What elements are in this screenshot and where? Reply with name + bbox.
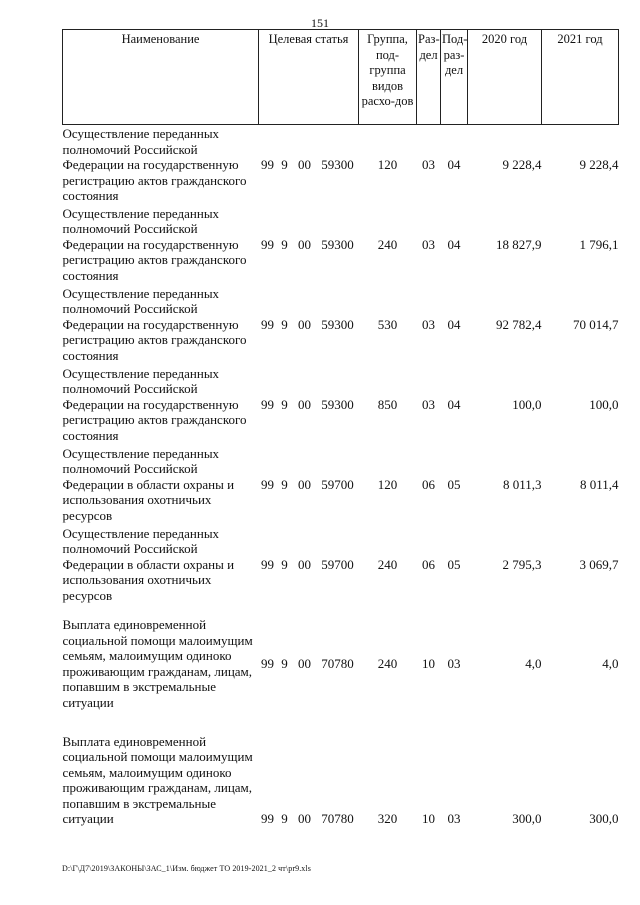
target-part-1: 99 bbox=[261, 556, 274, 572]
header-expense-group: Группа, под-группа видов расхо-дов bbox=[359, 30, 417, 125]
subsection: 05 bbox=[447, 556, 461, 572]
target-part-2: 9 bbox=[281, 157, 288, 172]
row-name: Выплата единовременной социальной помощи малоимущим семьям, малоимущим одиноко проживающим гражданам, лицам, попавшим в экстремальные ситуации bbox=[62, 617, 253, 710]
subsection: 04 bbox=[447, 396, 461, 412]
section: 03 bbox=[422, 236, 436, 252]
amount-2020: 2 795,3 bbox=[502, 556, 542, 572]
section: 06 bbox=[422, 556, 436, 572]
target-part-3: 00 bbox=[298, 655, 311, 671]
amount-2021: 100,0 bbox=[589, 396, 619, 412]
target-part-2: 9 bbox=[281, 236, 288, 252]
target-part-1: 99 bbox=[261, 476, 274, 492]
header-target-article: Целевая статья bbox=[259, 30, 359, 125]
expense-group: 120 bbox=[377, 476, 398, 492]
table-row bbox=[63, 285, 619, 365]
table-header-row bbox=[63, 30, 619, 125]
target-part-4: 59700 bbox=[321, 476, 354, 492]
row-name: Осуществление переданных полномочий Российской Федерации в области охраны и использования охотничьих ресурсов bbox=[62, 445, 235, 523]
table-row bbox=[63, 445, 619, 525]
expense-group: 240 bbox=[377, 236, 398, 252]
target-part-4: 59300 bbox=[321, 236, 354, 252]
row-name: Осуществление переданных полномочий Российской Федерации в области охраны и использования охотничьих ресурсов bbox=[62, 525, 235, 603]
table-row bbox=[63, 125, 619, 205]
header-year-2021: 2021 год bbox=[542, 30, 619, 125]
target-part-4: 59300 bbox=[321, 396, 354, 412]
file-path-footer: D:\Г\Д7\2019\ЗАКОНЫ\ЗАС_1\Изм. бюджет ТО 2019-2021_2 чт\pr9.xls bbox=[62, 864, 311, 873]
target-part-3: 00 bbox=[298, 811, 311, 826]
target-part-2: 9 bbox=[281, 655, 288, 671]
target-part-2: 9 bbox=[281, 316, 288, 332]
target-part-3: 00 bbox=[298, 556, 311, 572]
table-row bbox=[63, 205, 619, 285]
page-number: 151 bbox=[311, 16, 329, 30]
table-row bbox=[63, 525, 619, 605]
target-part-3: 00 bbox=[298, 157, 311, 172]
target-part-3: 00 bbox=[298, 476, 311, 492]
row-name: Выплата единовременной социальной помощи малоимущим семьям, малоимущим одиноко проживающим гражданам, лицам, попавшим в экстремальные ситуации bbox=[62, 733, 253, 826]
subsection: 03 bbox=[447, 655, 461, 671]
row-name: Осуществление переданных полномочий Российской Федерации на государственную регистрацию актов гражданского состояния bbox=[62, 205, 247, 283]
budget-table bbox=[62, 29, 619, 827]
target-part-4: 59700 bbox=[321, 556, 354, 572]
target-part-4: 59300 bbox=[321, 157, 354, 172]
target-part-4: 70780 bbox=[321, 811, 354, 826]
header-year-2020: 2020 год bbox=[468, 30, 542, 125]
amount-2021: 8 011,4 bbox=[579, 476, 619, 492]
table-row bbox=[63, 365, 619, 445]
target-part-1: 99 bbox=[261, 396, 274, 412]
row-name: Осуществление переданных полномочий Российской Федерации на государственную регистрацию актов гражданского состояния bbox=[62, 285, 247, 363]
amount-2021: 1 796,1 bbox=[579, 236, 619, 252]
row-name: Осуществление переданных полномочий Российской Федерации на государственную регистрацию актов гражданского состояния bbox=[62, 126, 247, 203]
amount-2020: 300,0 bbox=[512, 811, 542, 826]
header-subsection: Под-раз-дел bbox=[441, 30, 468, 125]
subsection: 04 bbox=[447, 236, 461, 252]
expense-group: 530 bbox=[377, 316, 398, 332]
target-part-1: 99 bbox=[261, 316, 274, 332]
target-part-1: 99 bbox=[261, 811, 274, 826]
section: 06 bbox=[422, 476, 436, 492]
subsection: 04 bbox=[447, 157, 461, 172]
target-part-2: 9 bbox=[281, 396, 288, 412]
amount-2020: 100,0 bbox=[512, 396, 542, 412]
expense-group: 320 bbox=[377, 811, 398, 826]
target-part-1: 99 bbox=[261, 157, 274, 172]
target-part-3: 00 bbox=[298, 236, 311, 252]
target-part-4: 59300 bbox=[321, 316, 354, 332]
amount-2020: 18 827,9 bbox=[496, 236, 542, 252]
expense-group: 240 bbox=[377, 556, 398, 572]
target-part-1: 99 bbox=[261, 236, 274, 252]
target-part-4: 70780 bbox=[321, 655, 354, 671]
header-name: Наименование bbox=[63, 30, 259, 125]
table-row bbox=[63, 723, 619, 827]
subsection: 03 bbox=[447, 811, 461, 826]
table-row bbox=[63, 605, 619, 723]
section: 03 bbox=[422, 396, 436, 412]
section: 03 bbox=[422, 157, 436, 172]
expense-group: 850 bbox=[377, 396, 398, 412]
section: 10 bbox=[422, 811, 436, 826]
target-part-1: 99 bbox=[261, 655, 274, 671]
section: 03 bbox=[422, 316, 436, 332]
subsection: 04 bbox=[447, 316, 461, 332]
target-part-2: 9 bbox=[281, 811, 288, 826]
amount-2021: 4,0 bbox=[602, 655, 619, 671]
amount-2021: 9 228,4 bbox=[579, 157, 619, 172]
amount-2020: 92 782,4 bbox=[496, 316, 542, 332]
row-name: Осуществление переданных полномочий Российской Федерации на государственную регистрацию актов гражданского состояния bbox=[62, 365, 247, 443]
target-part-3: 00 bbox=[298, 316, 311, 332]
amount-2020: 9 228,4 bbox=[502, 157, 542, 172]
amount-2020: 8 011,3 bbox=[502, 476, 542, 492]
header-section: Раз-дел bbox=[417, 30, 441, 125]
target-part-3: 00 bbox=[298, 396, 311, 412]
target-part-2: 9 bbox=[281, 476, 288, 492]
subsection: 05 bbox=[447, 476, 461, 492]
amount-2021: 300,0 bbox=[589, 811, 619, 826]
amount-2021: 70 014,7 bbox=[573, 316, 619, 332]
amount-2020: 4,0 bbox=[525, 655, 542, 671]
target-part-2: 9 bbox=[281, 556, 288, 572]
amount-2021: 3 069,7 bbox=[579, 556, 619, 572]
expense-group: 240 bbox=[377, 655, 398, 671]
expense-group: 120 bbox=[377, 157, 398, 172]
section: 10 bbox=[422, 655, 436, 671]
